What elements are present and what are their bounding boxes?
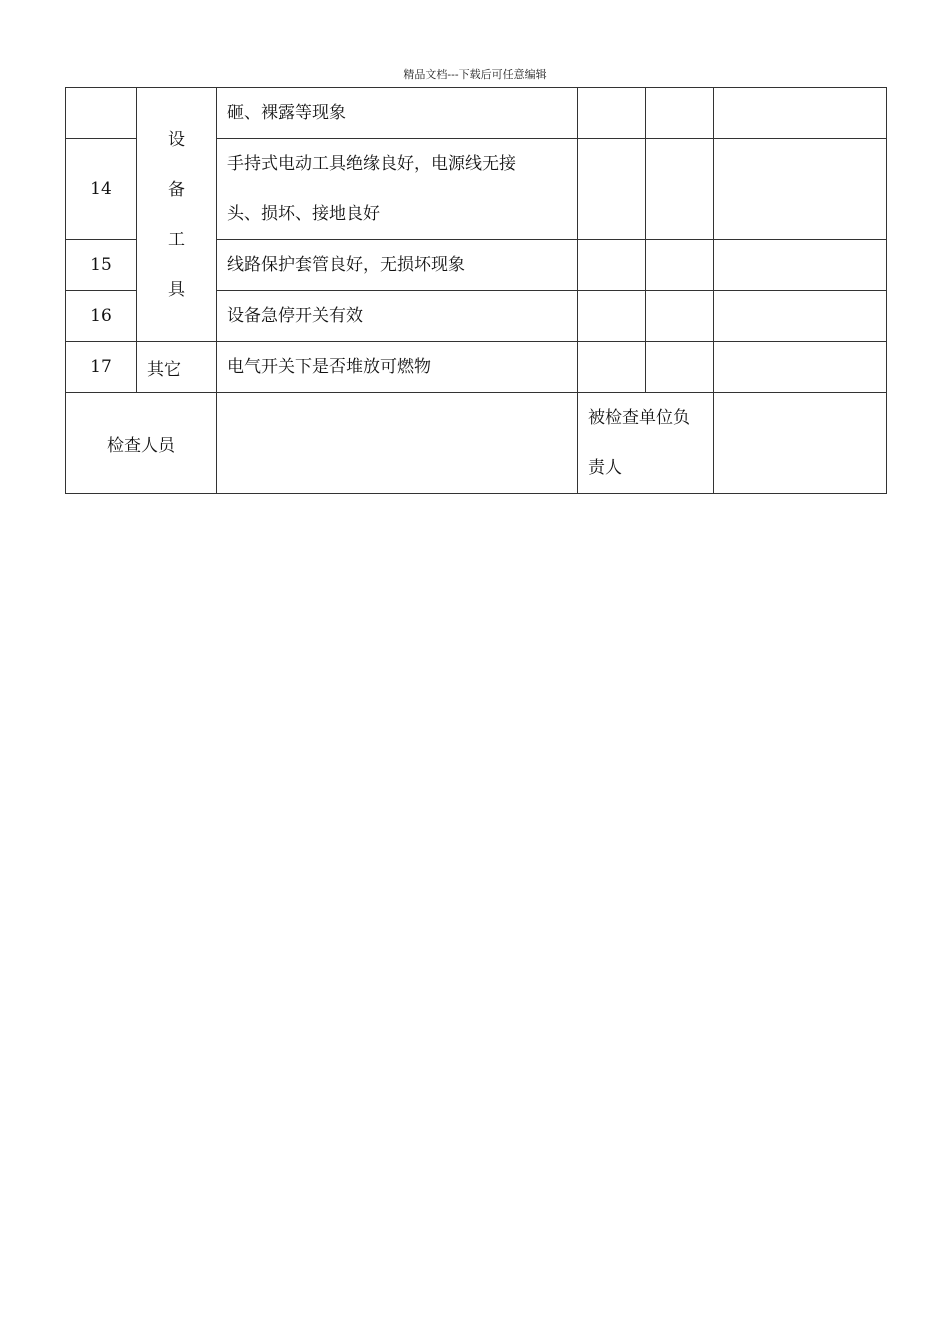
item-content — [217, 139, 578, 240]
category-char: 具 — [168, 279, 185, 300]
check-cell — [578, 342, 646, 393]
check-cell — [578, 88, 646, 139]
check-cell — [646, 240, 714, 291]
check-cell — [646, 88, 714, 139]
inspector-signature-cell — [217, 393, 578, 494]
inspection-table — [65, 87, 887, 494]
table-row — [66, 88, 887, 139]
item-content-line: 手持式电动工具绝缘良好，电源线无接 — [227, 154, 516, 174]
category-char: 备 — [168, 179, 185, 200]
item-content-line: 头、损坏、接地良好 — [227, 204, 380, 224]
check-cell — [578, 139, 646, 240]
category-cell-other: 其它 — [137, 342, 217, 393]
category-char: 设 — [168, 129, 185, 150]
category-char: 工 — [168, 229, 185, 250]
inspector-label: 检查人员 — [66, 393, 217, 494]
row-number — [66, 88, 137, 139]
table-row — [66, 342, 887, 393]
row-number: 15 — [66, 240, 137, 291]
check-cell — [578, 291, 646, 342]
row-number: 14 — [66, 139, 137, 240]
category-cell-equipment — [137, 88, 217, 342]
remark-cell — [714, 139, 887, 240]
check-cell — [646, 139, 714, 240]
remark-cell — [714, 88, 887, 139]
remark-cell — [714, 291, 887, 342]
item-content: 线路保护套管良好，无损坏现象 — [217, 240, 578, 291]
check-cell — [578, 240, 646, 291]
responsible-person-label — [578, 393, 714, 494]
check-cell — [646, 342, 714, 393]
item-content: 设备急停开关有效 — [217, 291, 578, 342]
signature-row — [66, 393, 887, 494]
row-number: 16 — [66, 291, 137, 342]
responsible-label-line: 责人 — [588, 458, 622, 478]
item-content: 砸、裸露等现象 — [217, 88, 578, 139]
responsible-label-line: 被检查单位负 — [588, 408, 690, 428]
page-header: 精品文档---下载后可任意编辑 — [403, 68, 547, 81]
item-content: 电气开关下是否堆放可燃物 — [217, 342, 578, 393]
remark-cell — [714, 342, 887, 393]
responsible-signature-cell — [714, 393, 887, 494]
row-number: 17 — [66, 342, 137, 393]
check-cell — [646, 291, 714, 342]
remark-cell — [714, 240, 887, 291]
